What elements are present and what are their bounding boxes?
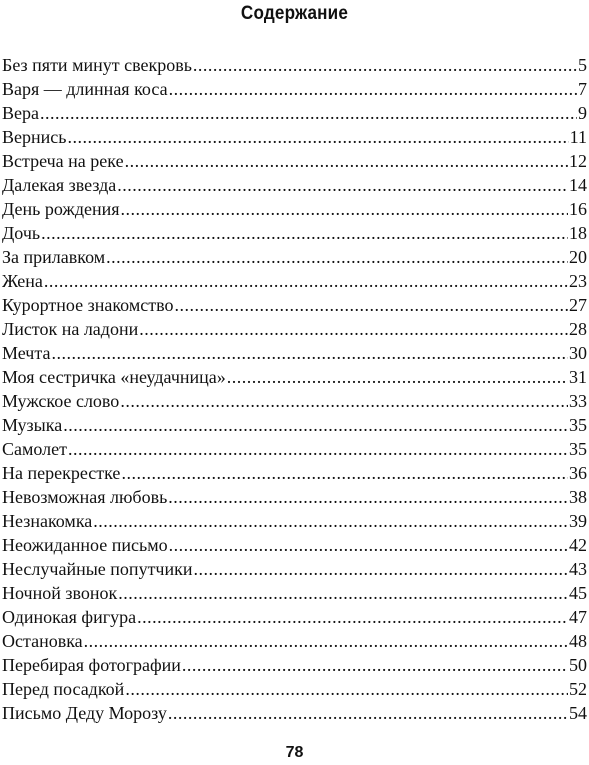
toc-entry — [2, 197, 587, 221]
toc-entry — [2, 245, 587, 269]
toc-dot-leader — [67, 125, 568, 149]
toc-dot-leader — [106, 245, 568, 269]
page-title: Содержание — [240, 3, 349, 24]
toc-entry-title: Далекая звезда — [2, 175, 117, 195]
toc-entry — [2, 269, 587, 293]
toc-entry — [2, 341, 587, 365]
toc-entry-page: 27 — [569, 295, 587, 315]
toc-entry-title: Моя сестричка «неудачница» — [2, 367, 226, 387]
toc-entry-page: 30 — [569, 343, 587, 363]
toc-entry — [2, 149, 587, 173]
toc-entry-page: 33 — [569, 391, 587, 411]
toc-dot-leader — [227, 365, 568, 389]
toc-entry — [2, 101, 587, 125]
toc-entry — [2, 293, 587, 317]
toc-dot-leader — [168, 485, 568, 509]
toc-dot-leader — [63, 413, 568, 437]
toc-entry-title: Невозможная любовь — [2, 487, 168, 507]
toc-entry — [2, 629, 587, 653]
toc-entry-page: 54 — [569, 703, 587, 723]
toc-dot-leader — [93, 509, 568, 533]
toc-entry-page: 36 — [569, 463, 587, 483]
toc-entry — [2, 605, 587, 629]
toc-dot-leader — [68, 437, 568, 461]
toc-entry-title: Одинокая фигура — [2, 607, 137, 627]
page-number: 78 — [285, 744, 304, 761]
toc-entry-title: Перед посадкой — [2, 679, 125, 699]
toc-entry — [2, 557, 587, 581]
toc-entry-title: Неслучайные попутчики — [2, 559, 193, 579]
toc-entry — [2, 461, 587, 485]
toc-entry-page: 7 — [578, 79, 587, 99]
toc-dot-leader — [139, 317, 568, 341]
toc-entry-page: 9 — [578, 103, 587, 123]
toc-entry-page: 28 — [569, 319, 587, 339]
toc-entry — [2, 389, 587, 413]
toc-entry-title: Вернись — [2, 127, 67, 147]
toc-entry-title: Самолет — [2, 439, 67, 459]
toc-entry — [2, 677, 587, 701]
toc-entry-title: Встреча на реке — [2, 151, 124, 171]
toc-entry — [2, 77, 587, 101]
toc-entry — [2, 581, 587, 605]
toc-entry-title: Вера — [2, 103, 39, 123]
toc-entry — [2, 485, 587, 509]
toc-entry-page: 16 — [569, 199, 587, 219]
toc-entry — [2, 653, 587, 677]
toc-entry-page: 18 — [569, 223, 587, 243]
toc-entry-title: На перекрестке — [2, 463, 121, 483]
toc-dot-leader — [84, 629, 568, 653]
toc-dot-leader — [193, 53, 577, 77]
toc-entry-title: Без пяти минут свекровь — [2, 55, 192, 75]
toc-dot-leader — [44, 269, 568, 293]
toc-entry-page: 47 — [569, 607, 587, 627]
toc-entry-title: Листок на ладони — [2, 319, 139, 339]
toc-dot-leader — [168, 701, 568, 725]
toc-entry — [2, 173, 587, 197]
toc-entry — [2, 365, 587, 389]
toc-entry-page: 35 — [569, 439, 587, 459]
toc-entry-title: День рождения — [2, 199, 120, 219]
toc-dot-leader — [182, 653, 568, 677]
toc-entry-title: Остановка — [2, 631, 83, 651]
toc-entry-title: За прилавком — [2, 247, 106, 267]
toc-dot-leader — [120, 389, 568, 413]
toc-dot-leader — [117, 173, 568, 197]
toc-dot-leader — [118, 581, 568, 605]
toc-entry-title: Курортное знакомство — [2, 295, 174, 315]
toc-entry-page: 23 — [569, 271, 587, 291]
toc-dot-leader — [51, 341, 568, 365]
toc-entry-page: 20 — [569, 247, 587, 267]
toc-entry-page: 50 — [569, 655, 587, 675]
toc-entry-title: Письмо Деду Морозу — [2, 703, 167, 723]
toc-entry-title: Мужское слово — [2, 391, 120, 411]
toc-entry-page: 52 — [569, 679, 587, 699]
toc-entry — [2, 53, 587, 77]
toc-entry — [2, 317, 587, 341]
toc-entry-page: 5 — [578, 55, 587, 75]
toc-entry-title: Варя — длинная коса — [2, 79, 168, 99]
toc-dot-leader — [41, 221, 568, 245]
toc-entry-page: 14 — [569, 175, 587, 195]
toc-entry — [2, 221, 587, 245]
toc-dot-leader — [137, 605, 568, 629]
toc-entry-page: 11 — [569, 127, 587, 147]
toc-entry — [2, 533, 587, 557]
toc-entry — [2, 413, 587, 437]
toc-dot-leader — [169, 533, 568, 557]
toc-entry — [2, 437, 587, 461]
toc-entry-title: Неожиданное письмо — [2, 535, 168, 555]
toc-entry-title: Жена — [2, 271, 43, 291]
toc-entry-page: 42 — [569, 535, 587, 555]
toc-entry-title: Ночной звонок — [2, 583, 118, 603]
toc-dot-leader — [125, 677, 568, 701]
toc-dot-leader — [194, 557, 569, 581]
toc-dot-leader — [121, 461, 568, 485]
toc-dot-leader — [125, 149, 568, 173]
toc-entry — [2, 701, 587, 725]
toc-dot-leader — [121, 197, 568, 221]
toc-entry-page: 31 — [569, 367, 587, 387]
toc-entry-title: Музыка — [2, 415, 63, 435]
toc-entry-page: 48 — [569, 631, 587, 651]
toc-entry-page: 45 — [569, 583, 587, 603]
toc-entry-page: 35 — [569, 415, 587, 435]
toc-entry-title: Мечта — [2, 343, 51, 363]
toc-entry-title: Незнакомка — [2, 511, 93, 531]
toc-entry-title: Перебирая фотографии — [2, 655, 181, 675]
toc-entry — [2, 509, 587, 533]
toc-entry-page: 39 — [569, 511, 587, 531]
table-of-contents — [2, 53, 587, 725]
toc-dot-leader — [174, 293, 568, 317]
toc-entry-page: 12 — [569, 151, 587, 171]
toc-entry-page: 38 — [569, 487, 587, 507]
toc-dot-leader — [169, 77, 577, 101]
toc-entry-title: Дочь — [2, 223, 41, 243]
toc-entry — [2, 125, 587, 149]
toc-dot-leader — [40, 101, 577, 125]
toc-entry-page: 43 — [569, 559, 587, 579]
